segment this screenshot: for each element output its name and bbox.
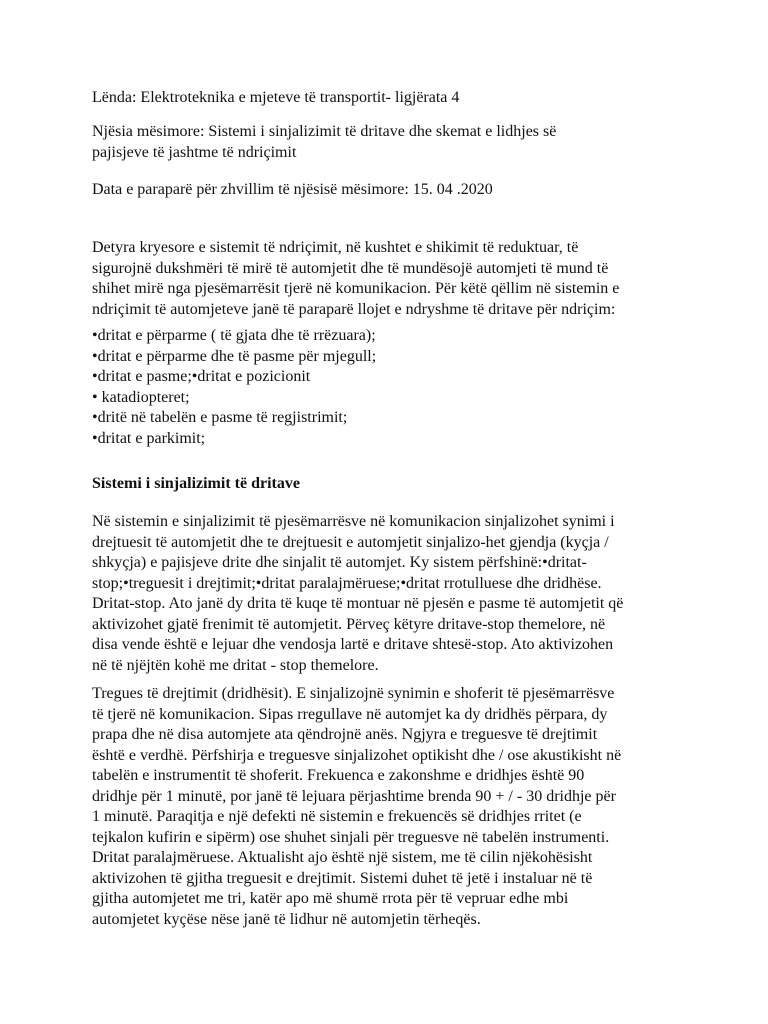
text-line: sigurojnë dukshmëri të mirë të automjetit dhe të mundësojë automjeti të mund të (92, 259, 609, 277)
text-line: shkyçja) e pajisjeve drite dhe sinjalit të automjet. Ky sistem përfshinë:•dritat- (92, 554, 587, 571)
text-line: Detyra kryesore e sistemit të ndriçimit, në kushtet e shikimit të reduktuar, të (92, 239, 579, 256)
section-heading: Sistemi i sinjalizimit të dritave (92, 475, 300, 492)
text-line: drejtuesit të automjetit dhe te drejtuesit e automjetit sinjalizo-het gjendja (kyçja / (92, 533, 609, 551)
list-item: •dritat e pasme;•dritat e pozicionit (92, 368, 311, 385)
text-line: prapa dhe në disa automjete ata qëndrojnë anës. Ngjyra e treguesve të drejtimit (92, 726, 598, 743)
text-line: 1 minutë. Paraqitja e një defekti në sistemin e frekuencës së dridhjes rritet (e (92, 808, 582, 825)
text-line: Dritat paralajmëruese. Aktualisht ajo është një sistem, me të cilin njëkohësisht (92, 849, 593, 866)
text-line: Tregues të drejtimit (dridhësit). E sinjalizojnë synimin e shoferit të pjesëmarrësve (92, 685, 615, 702)
text-line: gjitha automjetet me tri, katër apo më shumë rrota për të vepruar edhe mbi (92, 890, 569, 907)
text-line: automjetet kyçëse nëse janë të lidhur në automjetin tërheqës. (92, 910, 481, 928)
text-line: është e verdhë. Përfshirja e treguesve sinjalizohet optikisht dhe / ose akustikisht në (92, 746, 622, 764)
text-line: aktivizohen të gjitha treguesit e drejtimit. Sistemi duhet të jetë i instaluar në të (92, 869, 593, 887)
text-line: disa vende është e lejuar dhe vendosja lartë e dritave shtesë-stop. Ato aktivizohen (92, 636, 614, 653)
text-line: stop;•treguesit i drejtimit;•dritat paralajmëruese;•dritat rrotulluese dhe dridhëse. (92, 574, 602, 592)
text-line: aktivizohet gjatë frenimit të automjetit. Përveç këtyre dritave-stop themelore, në (92, 615, 606, 633)
direction-indicators-paragraph (92, 684, 692, 930)
unit-line: Njësia mësimore: Sistemi i sinjalizimit të dritave dhe skemat e lidhjes së (92, 123, 557, 140)
text-line: në të njëjtën kohë me dritat - stop themelore. (92, 656, 379, 674)
text-line: ndriçimit të automjeteve janë të paraparë llojet e ndryshme të dritave për ndriçim: (92, 300, 616, 318)
list-item: •dritë në tabelën e pasme të regjistrimit; (92, 409, 348, 426)
text-line: tabelën e instrumentit të shoferit. Frekuenca e zakonshme e dridhjes është 90 (92, 767, 585, 784)
text-line: të tjerë në komunikacion. Sipas rregullave në automjet ka dy dridhës përpara, dy (92, 705, 608, 723)
light-types-list (92, 326, 692, 449)
text-line: Dritat-stop. Ato janë dy drita të kuqe të montuar në pjesën e pasme të automjetit që (92, 595, 624, 612)
unit-line: pajisjeve të jashtme të ndriçimit (92, 143, 297, 161)
signaling-paragraph (92, 512, 692, 676)
text-line: Në sistemin e sinjalizimit të pjesëmarrësve në komunikacion sinjalizohet synimi i (92, 513, 615, 530)
text-line: tejkalon kufirin e sipërm) ose shuhet sinjali për treguesve në tabelën instrumenti. (92, 828, 610, 846)
subject-line: Lënda: Elektroteknika e mjeteve të transportit- ligjërata 4 (92, 89, 460, 106)
teaching-unit (92, 122, 692, 163)
list-item: • katadiopteret; (92, 388, 190, 406)
planned-date: Data e paraparë për zhvillim të njësisë mësimore: 15. 04 .2020 (92, 181, 493, 198)
list-item: •dritat e përparme dhe të pasme për mjegull; (92, 347, 377, 365)
intro-paragraph (92, 238, 692, 320)
text-line: shihet mirë nga pjesëmarrësit tjerë në komunikacion. Për këtë qëllim në sistemin e (92, 280, 620, 297)
text-line: dridhje për 1 minutë, por janë të lejuara përjashtime brenda 90 + / - 30 dridhje për (92, 787, 616, 805)
list-item: •dritat e përparme ( të gjata dhe të rrëzuara); (92, 327, 376, 344)
list-item: •dritat e parkimit; (92, 429, 206, 447)
